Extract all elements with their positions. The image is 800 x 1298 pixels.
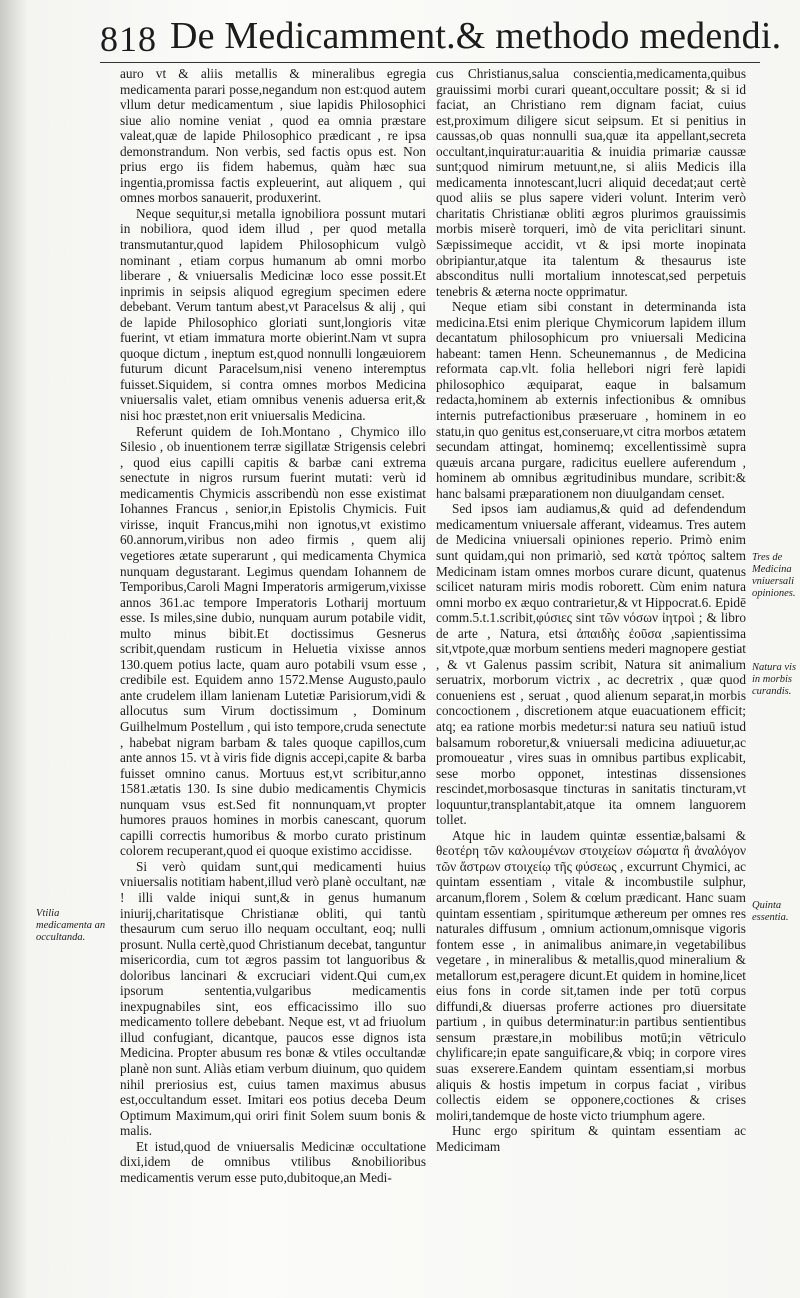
- margin-note-right-3: Quinta essentia.: [752, 900, 789, 923]
- left-paragraph-5: Et istud,quod de vniuersalis Medicinæ occultatione dixi,idem de omnibus vtilibus &nobilioribus medicamentis verum esse puto,dubitoque,an Medi-: [120, 1138, 426, 1185]
- page-header: [100, 14, 782, 62]
- left-column: [120, 66, 426, 1185]
- header-rule: [100, 62, 760, 63]
- running-title: De Medicamment.& methodo medendi.: [170, 15, 782, 57]
- left-paragraph-1: auro vt & aliis metallis & mineralibus egregia medicamenta parari posse,negandum non est:quod autem vllum detur medicamentum , siue lapidis Philosophici siue alio nomine veniat , quod ea omnia præstare valeat,quæ de lapide Philosophico prædicant , re ipsa demonstrandum. Non verbis, sed factis opus est. Non prius ergo iis fidem habemus, quàm hæc sua ingentia,promissa factis expleuerint, aut aliquem , qui omnes morbos sanauerit, produxerint.: [120, 66, 426, 206]
- left-paragraph-4: Si verò quidam sunt,qui medicamenti huius vniuersalis notitiam habent,illud verò planè occultant, næ ! illi valde iniqui sunt,& in genus humanum iniurij,charitatisque Christianæ obliti, qui tantù thesaurum cum seruo illo nequam occultant, eoq; nulli prosunt. Nulla certè,quod Christianum decebat, tanguntur misericordia, cum tot ægros passim tot languoribus & doloribus lancinari & excruciari vident.Qui cum,ex ipsorum sententia,vulgaribus medicamentis inexpugnabiles sint, eos efficacissimo illo suo medicamento tollere debebant. Neque est, vt ad friuolum illud confugiant, dicantque, paucos esse dignos ista Medicina. Propter abusum res bonæ & vtiles occultandæ planè non sunt. Aliàs etiam verbum diuinum, quo quidem nihil preriosius est, cuius tamen maximus abusus est,occultandum esset. Imitari eos potius deceba Deum Optimum Maximum,qui oriri finit Solem suum bonis & malis.: [120, 858, 426, 1139]
- margin-note-right-2: Natura vis in morbis curandis.: [752, 662, 797, 697]
- left-paragraph-3: Referunt quidem de Ioh.Montano , Chymico illo Silesio , ob inuentionem terræ sigillatæ Strigensis celebri , quod eius capilli capitis & barbæ cani extrema senectute in nigros rursum fuerint mutati: verù id medicamentis Chymicis asscribendù non esse existimat Iohannes Francus , senior,in Epistolis Chymicis. Fuit virisse, inquit Francus,mihi non ignotus,vt existimo 60.annorum,viribus non adeo firmis , quem alij vegetiores ætate superarunt , qui medicamenta Chymica nunquam degustarant. Legimus quendam Iohannem de Temporibus,Caroli Magni Imperatoris armigerum,vixisse annos 361.ac tempore Imperatoris Lotharij mortuum esse. Is miles,sine dubio, nunquam aurum potabile vidit, multo minus bibit.Et doctissimus Gesnerus scribit,quendam rusticum in Heluetia vixisse annos 130.quem potius lacte, quam auro potabili vsum esse , credibile est. Equidem anno 1572.Mense Augusto,paulo ante crudelem illam lanienam Lutetiæ Parisiorum,vidi & allocutus sum Virum doctissimum , Dominum Guilhelmum Postellum , qui isto tempore,cruda senectute , habebat nigram barbam & tales quoque capillos,cum ante annos 15. vt à viris fide dignis accepi,capite & barba fuisset omnino canus. Mortuus est,vt scribitur,anno 1581.ætatis 130. Is sine dubio medicamentis Chymicis nunquam vsus est.Sed fit nonnunquam,vt propter humores prauos homines in morbis canescant, quorum capilli correctis humoribus & morbo curato pristinum colorem recuperant,quod ei quoque existimo accidisse.: [120, 423, 426, 859]
- right-paragraph-1: cus Christianus,salua conscientia,medicamenta,quibus grauissimi morbi curari queant,occultare possit; & si id faciat, an Christiano rem dignam faciat, cuius est,proximum diligere sicut seipsum. Et si penitius in caussas,ob quas nonnulli sua,quæ ita appellant,secreta occultant,inquiratur:auaritia & inuidia primariæ caussæ sunt;quod nimirum metuunt,ne, si aliis Medicis illa medicamenta innotescant,lucri aliquid decedat;aut certè quod aliis se plus sapere videri volunt. Interim verò charitatis Christianæ obliti ægros plurimos grauissimis morbis miserè torqueri, imò de vita periclitari sinunt. Sæpissimeque accidit, vt & ipsi morte inopinata obripiantur,atque ita talentum & thesaurus iste absconditus nulli mortalium innotescat,sed perpetuis tenebris & æterna nocte opprimatur.: [436, 66, 746, 299]
- right-column: [436, 66, 746, 1154]
- right-paragraph-5: Hunc ergo spiritum & quintam essentiam ac Medicimam: [436, 1123, 746, 1154]
- right-paragraph-2: Neque etiam sibi constant in determinanda ista medicina.Etsi enim plerique Chymicorum lapidem illum decantatum philosophicum pro vniuersali Medicina habeant: tamen Henn. Scheunemannus , de Medicina reformata cap.vlt. folia hellebori nigri ferè lapidi philosophico æquiparat, eaque in balsamum redacta,hominem ab externis infectionibus & omnibus internis putrefactionibus præseruare , hominem in eo statu,in quo genitus est,conseruare,vt citra morbos ætatem secundam attingat, hominemq; excellentissimè supra quæuis arcana purgare, radicitus euellere auferendum , hominem ab omnibus ægritudinibus mundare, scribit:& hanc balsami præparationem non diuulgandam censet.: [436, 299, 746, 501]
- right-paragraph-4: Atque hic in laudem quintæ essentiæ,balsami & θεοτέρη τῶν καλουμένων στοιχείων σώματα ἢ ἀναλόγον τῶν ἄστρων στοιχείῳ τῆς φύσεως , excurrunt Chymici, ac quintam essentiam , vitale & incombustile sulphur, arcanum,florem , Solem & cœlum prædicant. Hanc suam quintam essentiam , spiritumque æthereum per omnes res naturales diffusum , omnium actionum,omnisque vigoris fontem esse , in animalibus animare,in vegetabilibus vegetare , in mineralibus & metallis,quod mineralium & metallorum est,peragere dicunt.Et quidem in homine,licet eius fons in corde sit,tamen inde per totū corpus diffundi,& diuersas proferre actiones pro diuersitate partium , in quibus determinatur:in partibus sentientibus sensum præstare,in mobilibus motū;in vētriculo chylificare;in epate sanguificare,& vbiq; in corpore vires suas exserere.Eandem quintam essentiam,si morbus aliquis & hostis impetum in corpus faciat , viribus collectis eidem se opponere,coctiones & crises moliri,tandemque de hoste victo triumphum agere.: [436, 827, 746, 1123]
- right-paragraph-3: Sed ipsos iam audiamus,& quid ad defendendum medicamentum vniuersale afferant, videamus. Tres autem de Medicina vniuersali opiniones reperio. Primò enim sunt quidam,qui non primariò, sed κατὰ τρόπος saltem Medicinam istam omnes morbos curare dicunt, quatenus scilicet naturam miris modis roborett. Cùm enim natura omni morbo ex æquo contrarietur,& vt Hippocrat.6. Epidē comm.5.t.1.scribit,φύσιες sint τῶν νόσων ἰητροὶ ; & libro de arte , Natura, etsi ἀπαιδὴς ἐοῦσα ,sapientissima sit,vtpote,quæ morbum sentiens mederi magnopere gestiat , & vt Galenus passim scribit, Natura sit animalium seruatrix, morborum victrix , ac decretrix , quæ quod conueniens est , seruat , quod alienum separat,in morbis concoctionem , discretionem atque euacuationem efficit; atq; ea ratione morbis medetur:si natura seu natiuū istud balsamum roboretur,& vniuersali medicina adiuuetur,ac promoueatur , vires suas in omnibus partibus explicabit, sese morbo opponet, intestinas dissensiones rescindet,morbosasque tincturas in sanitatis tincturam,vt loquuntur,transplantabit,atque ita omnem languorem tollet.: [436, 501, 746, 828]
- margin-note-left: Vtilia medicamenta an occultanda.: [36, 908, 106, 943]
- left-paragraph-2: Neque sequitur,si metalla ignobiliora possunt mutari in nobiliora, quod idem illud , per quod metalla transmutantur,quod lapidem Philosophicum vulgò nominant , etiam corpus humanum ab omni morbo liberare , & vniuersalis Medicinæ loco esse possit.Et inprimis in seipsis aliquod egregium specimen edere debebant. Verum tantum abest,vt Paracelsus & alij , qui de lapide Philosophico gloriati sunt,longioris vitæ fuerint, vt etiam immatura morte obierint.Nam vt supra quoque dictum , ineptum est,quod nonnulli longæuiorem futurum dicunt Paracelsum,nisi veneno interemptus fuisset.Siquidem, si contra omnes morbos Medicina vniuersalis valet, etiam omnibus venenis aduersa erit,& nisi hoc præstet,non erit vniuersalis Medicina.: [120, 205, 426, 424]
- margin-note-right-1: Tres de Medicina vniuersali opiniones.: [752, 552, 796, 599]
- page-gutter: [0, 0, 28, 1298]
- page-number: 818: [100, 19, 157, 59]
